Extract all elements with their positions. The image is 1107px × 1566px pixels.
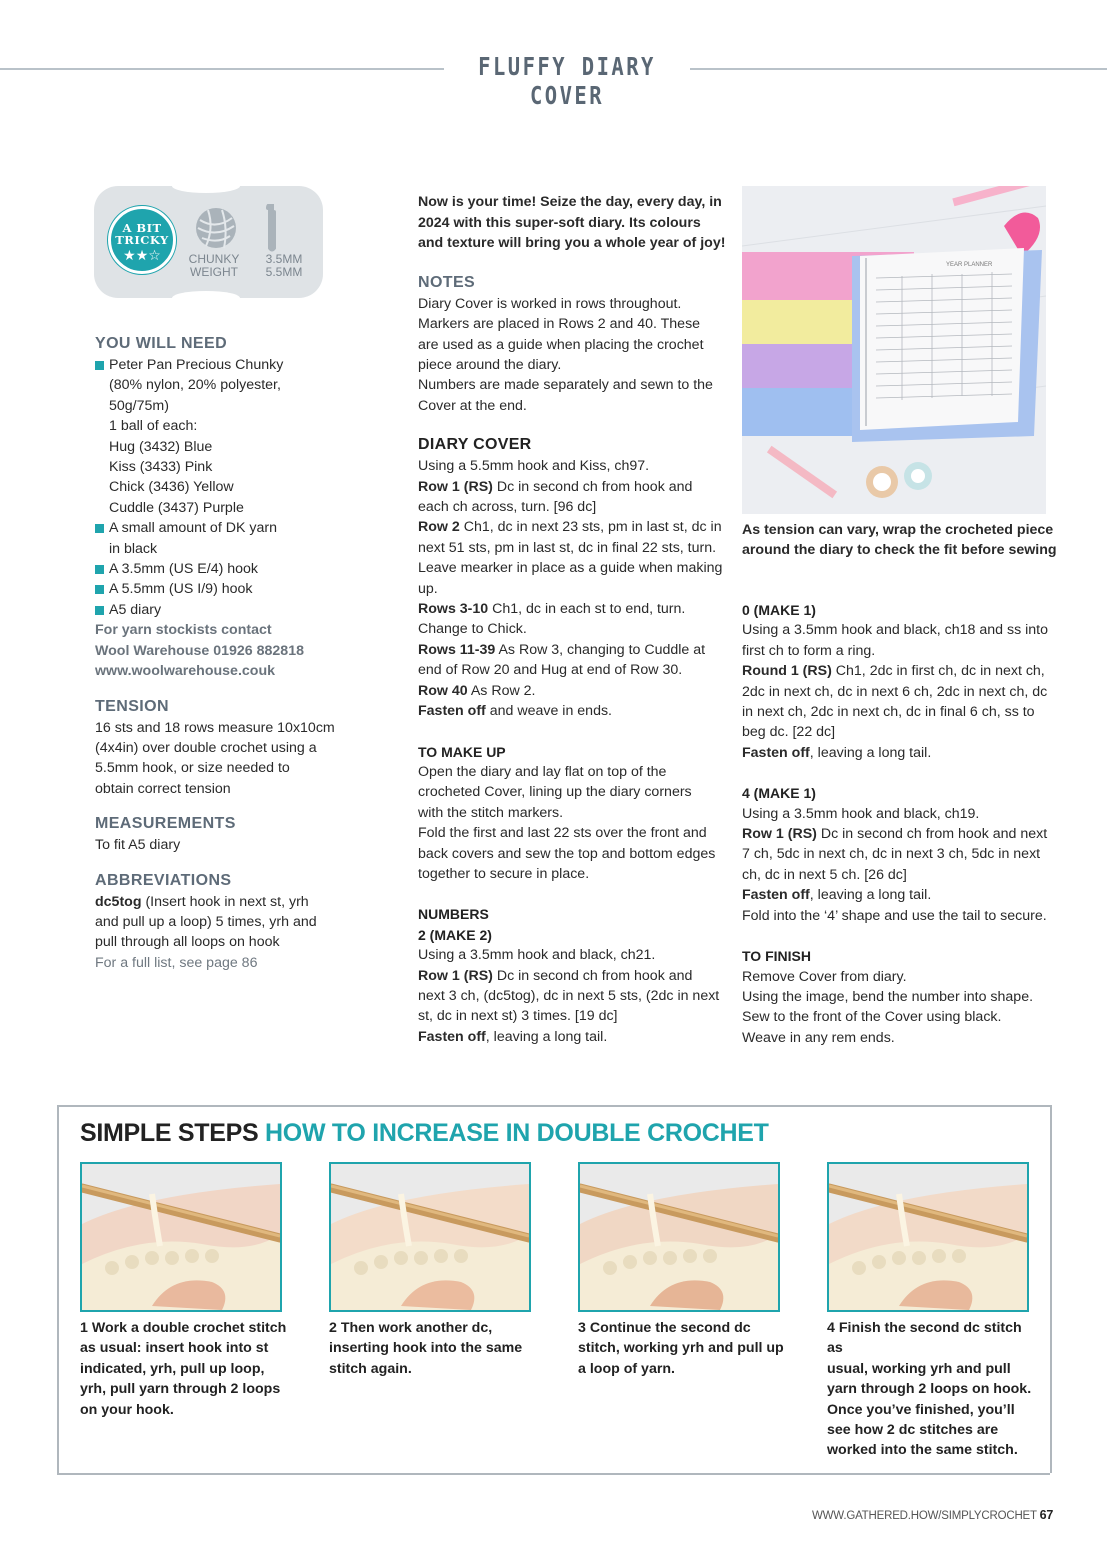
planner-label: YEAR PLANNER [946, 262, 993, 268]
step-photo-1 [80, 1162, 282, 1312]
row-label: Fasten off [742, 887, 810, 904]
tension-line: obtain correct tension [95, 780, 231, 797]
abbreviations-more: For a full list, see page 86 [95, 954, 258, 971]
material-item: A small amount of DK yarn [95, 518, 375, 538]
row-label: Fasten off [742, 744, 810, 761]
material-item: Cuddle (3437) Purple [109, 499, 244, 516]
step-line: yrh, pull yarn through 2 loops [80, 1381, 281, 1398]
zero-line: first ch to form a ring. [742, 642, 876, 659]
zero-heading: 0 (MAKE 1) [742, 602, 816, 618]
step-number: 2 [329, 1320, 337, 1336]
make-up-line: Fold the first and last 22 sts over the front and [418, 825, 707, 842]
numbers-line: Using a 3.5mm hook and black, ch21. [418, 947, 656, 964]
step-text-3 [578, 1318, 788, 1379]
hook-line-1: 3.5MM [265, 252, 303, 266]
caption-line: As tension can vary, wrap the crocheted piece [742, 522, 1054, 538]
step-line: see how 2 dc stitches are [827, 1422, 999, 1439]
step-number: 4 [827, 1320, 835, 1336]
intro-line: Now is your time! Seize the day, every day, in [418, 194, 722, 210]
notes-line: Cover at the end. [418, 397, 527, 414]
tension-line: 16 sts and 18 rows measure 10x10cm [95, 719, 335, 736]
row-text: end of Row 20 and Hug at end of Row 30. [418, 662, 683, 679]
stockist-info [95, 620, 375, 681]
notes-line: Diary Cover is worked in rows throughout. [418, 295, 682, 312]
row-label: Row 40 [418, 682, 468, 699]
diary-cover-heading: DIARY COVER [418, 436, 532, 454]
to-make-up-text [418, 762, 728, 884]
diary-row1 [418, 477, 728, 497]
measurements-text: To fit A5 diary [95, 837, 181, 854]
diary-row2 [418, 517, 728, 537]
numbers-subheading: 2 (MAKE 2) [418, 926, 492, 943]
abbreviations-heading: ABBREVIATIONS [95, 871, 232, 889]
material-item: A5 diary [95, 600, 375, 620]
step-photo-4 [827, 1162, 1029, 1312]
row-label: Fasten off [418, 703, 486, 720]
row-label: Row 1 (RS) [742, 826, 817, 843]
diary-photo-illustration [742, 186, 1046, 514]
measurements-heading: MEASUREMENTS [95, 815, 236, 833]
simple-steps-label: SIMPLE STEPS [80, 1119, 259, 1147]
make-up-line: together to secure in place. [418, 865, 590, 882]
material-item: 1 ball of each: [109, 418, 198, 435]
footer-url: WWW.GATHERED.HOW/SIMPLYCROCHET [812, 1510, 1037, 1522]
abbreviation-entry [95, 892, 375, 912]
step-line: inserting hook into the same [329, 1340, 523, 1357]
row-label: Row 2 [418, 519, 460, 536]
tension-line: (4x4in) over double crochet using a [95, 739, 317, 756]
notes-text [418, 294, 728, 416]
material-item: A 3.5mm (US E/4) hook [95, 559, 375, 579]
row-text: 2dc in next ch, dc in next 6 ch, 2dc in next ch, dc [742, 683, 1048, 700]
row-text: As Row 2. [467, 682, 536, 699]
row-text: beg dc. [22 dc] [742, 724, 836, 741]
to-make-up-heading: TO MAKE UP [418, 743, 506, 760]
row-text: in next ch, 2dc in next ch, dc in final 6 ch, ss to [742, 704, 1035, 721]
zero-fasten-off [742, 743, 1062, 763]
row-text: and weave in ends. [485, 703, 612, 720]
row-label: Row 1 (RS) [418, 967, 493, 984]
abbreviation-def-3: pull through all loops on hook [95, 934, 280, 951]
material-item: A 5.5mm (US I/9) hook [95, 579, 375, 599]
step-number: 1 [80, 1320, 88, 1336]
hook-size-label [254, 253, 314, 279]
intro-text [418, 192, 728, 254]
to-finish-text [742, 967, 1062, 1049]
row-label: Rows 11-39 [418, 641, 496, 658]
material-item: Chick (3436) Yellow [109, 479, 234, 496]
diary-line: Using a 5.5mm hook and Kiss, ch97. [418, 458, 650, 475]
caption-line: around the diary to check the fit before sewing [742, 542, 1057, 559]
row-text: next 51 sts, pm in last st, dc in final 22 sts, turn. [418, 539, 717, 556]
difficulty-seal [108, 206, 176, 274]
header-rule-left [0, 68, 444, 70]
row-text: Leave mearker in place as a guide when making [418, 560, 723, 577]
row-text: ch, dc in next 5 ch. [26 dc] [742, 866, 907, 883]
zero-line: Using a 3.5mm hook and black, ch18 and ss into [742, 622, 1048, 639]
make-up-line: crocheted Cover, lining up the diary corners [418, 784, 692, 801]
step-text-2 [329, 1318, 539, 1379]
stockist-line: www.woolwarehouse.couk [95, 663, 276, 680]
step-line: 1 Work a double crochet stitch [80, 1320, 287, 1336]
weight-line-2: WEIGHT [190, 265, 238, 279]
row-text: , leaving a long tail. [809, 887, 932, 904]
step-line: worked into the same stitch. [827, 1442, 1018, 1459]
row-text: As Row 3, changing to Cuddle at [495, 641, 706, 658]
page-title: FLUFFY DIARY COVER [478, 52, 656, 110]
step-text-1 [80, 1318, 290, 1420]
diary-row11 [418, 640, 728, 660]
finish-line: Remove Cover from diary. [742, 968, 907, 985]
make-up-line: Open the diary and lay flat on top of the [418, 763, 667, 780]
material-item: 50g/75m) [109, 397, 169, 414]
hook-line-2: 5.5MM [265, 265, 303, 279]
photo-caption [742, 520, 1062, 561]
step-line: 4 Finish the second dc stitch as [827, 1320, 1022, 1357]
diary-row3 [418, 599, 728, 619]
step-line: 3 Continue the second dc [578, 1320, 751, 1336]
materials-list [95, 355, 375, 620]
row-text: Ch1, 2dc in first ch, dc in next ch, [831, 663, 1045, 680]
abbreviation-term: dc5tog [95, 893, 142, 910]
row-text: Dc in second ch from hook and next [816, 826, 1048, 843]
row-text: 7 ch, 5dc in next ch, dc in next 3 ch, 5dc in next [742, 846, 1041, 863]
material-item: in black [109, 540, 158, 557]
four-heading: 4 (MAKE 1) [742, 785, 816, 802]
step-line: a loop of yarn. [578, 1360, 675, 1377]
page-footer [812, 1508, 1053, 1522]
difficulty-stars: ★★☆ [123, 247, 161, 263]
row-label: Fasten off [418, 1028, 486, 1045]
row-text: , leaving a long tail. [809, 744, 932, 761]
step-line: usual, working yrh and pull [827, 1360, 1011, 1377]
step-line: yarn through 2 loops on hook. [827, 1381, 1032, 1398]
material-item: Peter Pan Precious Chunky [95, 355, 375, 375]
weight-line-1: CHUNKY [188, 252, 240, 266]
abbreviation-def-1: (Insert hook in next st, yrh [141, 893, 309, 910]
intro-line: 2024 with this super-soft diary. Its colours [418, 214, 701, 231]
row-label: Row 1 (RS) [418, 478, 493, 495]
to-finish-heading: TO FINISH [742, 948, 811, 965]
notes-line: are used as a guide when placing the crochet [418, 336, 704, 353]
step-line: 2 Then work another dc, [329, 1320, 493, 1336]
column-materials [95, 333, 375, 973]
step-line: as usual: insert hook into st [80, 1340, 269, 1357]
four-row1 [742, 824, 1062, 844]
step-text-4 [827, 1318, 1037, 1461]
weight-label [184, 253, 244, 279]
material-item: Kiss (3433) Pink [109, 459, 213, 476]
row-text: Dc in second ch from hook and [492, 967, 693, 984]
intro-line: and texture will bring you a whole year of joy! [418, 235, 726, 252]
numbers-row1 [418, 966, 728, 986]
tension-line: 5.5mm hook, or size needed to [95, 760, 290, 777]
row-label: Rows 3-10 [418, 601, 489, 618]
step-photo-3 [578, 1162, 780, 1312]
row-label: Round 1 (RS) [742, 663, 832, 680]
stockist-line: Wool Warehouse 01926 882818 [95, 642, 304, 659]
page-number: 67 [1039, 1508, 1054, 1522]
step-line: on your hook. [80, 1401, 174, 1418]
finish-line: Using the image, bend the number into shape. [742, 988, 1034, 1005]
notes-line: piece around the diary. [418, 357, 562, 373]
material-item: Hug (3432) Blue [109, 438, 213, 455]
column-pattern [418, 192, 728, 1047]
tension-text [95, 718, 375, 800]
row-text: next 3 ch, (dc5tog), dc in next 5 sts, (2dc in next [418, 987, 720, 1004]
difficulty-label: A BIT TRICKY [115, 221, 169, 247]
material-item: (80% nylon, 20% polyester, [109, 377, 281, 394]
step-line: stitch again. [329, 1360, 412, 1377]
you-will-need-heading: YOU WILL NEED [95, 335, 228, 352]
row-text: Dc in second ch from hook and [492, 478, 693, 495]
row-text: , leaving a long tail. [485, 1028, 608, 1045]
tension-heading: TENSION [95, 697, 169, 715]
simple-steps-title [80, 1119, 769, 1148]
diary-photo [742, 186, 1046, 514]
header-rule-right [690, 68, 1107, 70]
step-line: stitch, working yrh and pull up [578, 1340, 784, 1357]
four-fasten-off [742, 885, 1062, 905]
column-numbers [742, 600, 1062, 1048]
four-line: Fold into the ‘4’ shape and use the tail to secure. [742, 907, 1047, 924]
step-photo-2 [329, 1162, 531, 1312]
difficulty-badge [94, 186, 323, 298]
notes-line: Numbers are made separately and sewn to the [418, 377, 713, 394]
notes-heading: NOTES [418, 273, 476, 291]
zero-round1 [742, 661, 1062, 681]
step-line: indicated, yrh, pull up loop, [80, 1360, 265, 1377]
diary-fasten-off [418, 701, 728, 721]
notes-line: Markers are placed in Rows 2 and 40. These [418, 316, 701, 333]
make-up-line: with the stitch markers. [418, 804, 564, 821]
row-text: Ch1, dc in next 23 sts, pm in last st, dc in [459, 519, 722, 536]
row-text: up. [418, 580, 438, 597]
abbreviation-def-2: and pull up a loop) 5 times, yrh and [95, 913, 317, 930]
simple-steps-heading: HOW TO INCREASE IN DOUBLE CROCHET [265, 1119, 769, 1147]
numbers-heading: NUMBERS [418, 906, 489, 923]
row-text: st, dc in next st) 3 times. [19 dc] [418, 1008, 618, 1025]
row-text: each ch across, turn. [96 dc] [418, 499, 597, 516]
four-line: Using a 3.5mm hook and black, ch19. [742, 805, 980, 822]
step-number: 3 [578, 1320, 586, 1336]
diary-row40 [418, 681, 728, 701]
step-line: Once you’ve finished, you’ll [827, 1401, 1015, 1418]
row-text: Ch1, dc in each st to end, turn. [488, 601, 686, 618]
make-up-line: back covers and sew the top and bottom edges [418, 845, 716, 862]
numbers-fasten-off [418, 1027, 728, 1047]
finish-line: Sew to the front of the Cover using black. [742, 1009, 1002, 1026]
finish-line: Weave in any rem ends. [742, 1029, 895, 1046]
yarn-ball-icon [194, 206, 238, 250]
stockist-line: For yarn stockists contact [95, 622, 272, 639]
crochet-hook-icon [260, 204, 284, 252]
row-text: Change to Chick. [418, 621, 527, 638]
